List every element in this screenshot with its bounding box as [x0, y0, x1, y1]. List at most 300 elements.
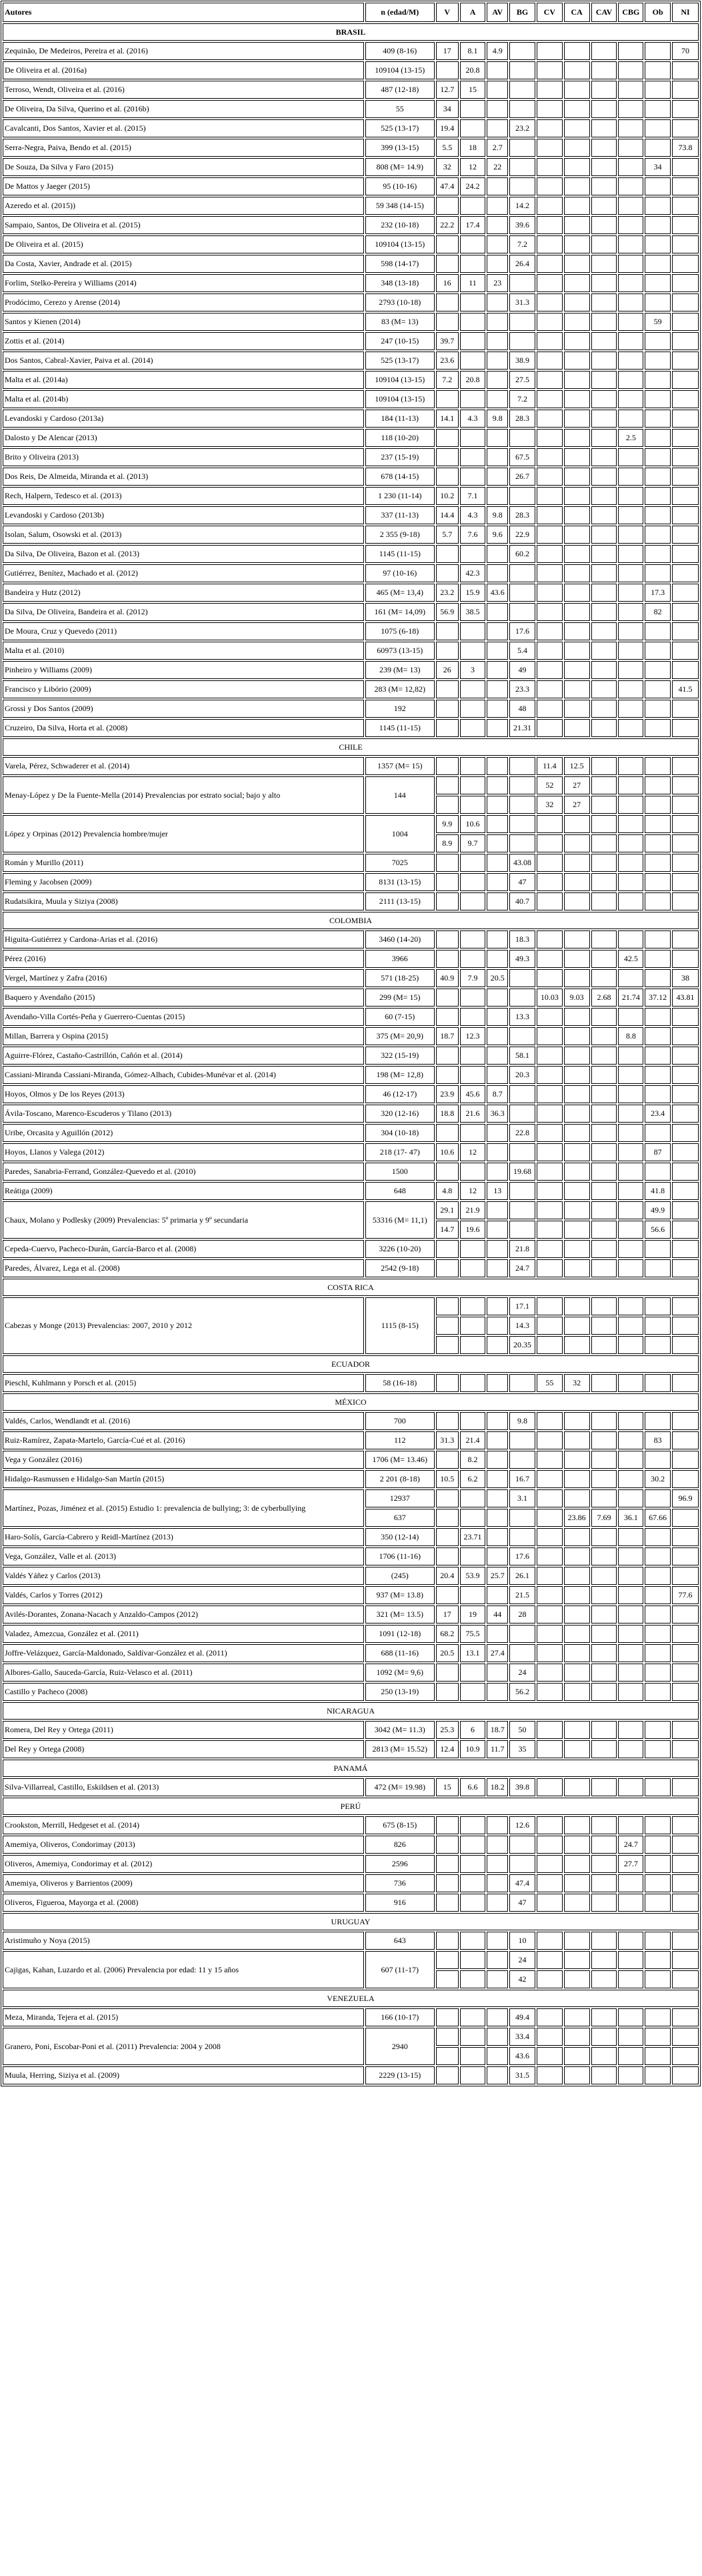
table-body	[3, 23, 699, 2084]
value-cell-cv	[537, 197, 563, 215]
prevalence-table	[1, 1, 701, 2086]
value-cell-a	[460, 1336, 486, 1354]
value-cell-a	[460, 1259, 486, 1277]
value-cell-v: 10.6	[436, 1143, 459, 1161]
value-cell-cav	[591, 2066, 617, 2084]
value-cell-cbg	[618, 526, 643, 544]
value-cell-bg: 24.7	[509, 1259, 535, 1277]
author-cell: Paredes, Sanabria-Ferrand, González-Quevedo et al. (2010)	[3, 1163, 364, 1181]
value-cell-ni	[672, 815, 699, 833]
value-cell-cbg	[618, 757, 643, 775]
value-cell-ni	[672, 776, 699, 794]
value-cell-cav	[591, 61, 617, 79]
value-cell-ni	[672, 1297, 699, 1315]
value-cell-v: 17	[436, 42, 459, 60]
value-cell-bg: 49.4	[509, 2008, 535, 2026]
value-cell-cv	[537, 487, 563, 505]
value-cell-ca	[564, 1644, 590, 1662]
value-cell-cv	[537, 506, 563, 524]
value-cell-a: 4.3	[460, 506, 486, 524]
value-cell-v: 15	[436, 1778, 459, 1796]
value-cell-cv	[537, 332, 563, 350]
value-cell-cav	[591, 332, 617, 350]
author-cell: Aguirre-Flórez, Castaño-Castrillón, Cañón et al. (2014)	[3, 1047, 364, 1065]
header-row	[3, 3, 699, 22]
value-cell-cav	[591, 119, 617, 137]
value-cell-v	[436, 930, 459, 948]
value-cell-v: 23.6	[436, 352, 459, 370]
value-cell-av	[487, 487, 508, 505]
sample-cell: 487 (12-18)	[365, 81, 435, 99]
value-cell-cbg	[618, 2008, 643, 2026]
value-cell-cav	[591, 1124, 617, 1142]
value-cell-ca: 27	[564, 776, 590, 794]
value-cell-ca	[564, 1567, 590, 1585]
value-cell-v: 4.8	[436, 1182, 459, 1200]
value-cell-cv	[537, 255, 563, 273]
sample-cell: 1145 (11-15)	[365, 719, 435, 737]
value-cell-ni: 77.6	[672, 1586, 699, 1604]
column-header-av: AV	[487, 3, 508, 22]
value-cell-cbg	[618, 1008, 643, 1026]
value-cell-ca	[564, 293, 590, 311]
author-cell: Fleming y Jacobsen (2009)	[3, 873, 364, 891]
value-cell-cav	[591, 1778, 617, 1796]
value-cell-ob	[645, 390, 671, 408]
value-cell-ca	[564, 680, 590, 698]
value-cell-ni	[672, 1066, 699, 1084]
value-cell-ni	[672, 1240, 699, 1258]
value-cell-cv	[537, 448, 563, 466]
value-cell-ca	[564, 410, 590, 428]
value-cell-cbg	[618, 1970, 643, 1988]
table-row	[3, 1874, 699, 1892]
value-cell-cav	[591, 42, 617, 60]
value-cell-cbg	[618, 642, 643, 660]
value-cell-bg	[509, 313, 535, 331]
value-cell-cv	[537, 661, 563, 679]
value-cell-cv	[537, 834, 563, 852]
value-cell-a	[460, 1163, 486, 1181]
sample-cell: 700	[365, 1412, 435, 1430]
value-cell-a	[460, 1509, 486, 1527]
value-cell-ni	[672, 1605, 699, 1624]
value-cell-av	[487, 177, 508, 195]
author-cell: Silva-Villarreal, Castillo, Eskildsen et al. (2013)	[3, 1778, 364, 1796]
value-cell-v: 20.5	[436, 1644, 459, 1662]
value-cell-cv	[537, 680, 563, 698]
value-cell-ob	[645, 487, 671, 505]
value-cell-a: 42.3	[460, 564, 486, 582]
table-row	[3, 332, 699, 350]
value-cell-a: 15	[460, 81, 486, 99]
value-cell-bg: 9.8	[509, 1412, 535, 1430]
table-row	[3, 661, 699, 679]
country-row	[3, 1702, 699, 1720]
value-cell-a	[460, 719, 486, 737]
value-cell-cav	[591, 235, 617, 253]
value-cell-a	[460, 1066, 486, 1084]
author-cell: Millan, Barrera y Ospina (2015)	[3, 1027, 364, 1045]
value-cell-v: 8.9	[436, 834, 459, 852]
sample-cell: 59 348 (14-15)	[365, 197, 435, 215]
value-cell-ca	[564, 390, 590, 408]
value-cell-cv	[537, 1066, 563, 1084]
value-cell-cv	[537, 854, 563, 872]
sample-cell: 399 (13-15)	[365, 139, 435, 157]
table-row	[3, 680, 699, 698]
value-cell-bg	[509, 1105, 535, 1123]
table-row	[3, 1951, 699, 1969]
author-cell: Chaux, Molano y Podlesky (2009) Prevalencias: 5º primaria y 9º secundaria	[3, 1201, 364, 1239]
author-cell: Serra-Negra, Paiva, Bendo et al. (2015)	[3, 139, 364, 157]
value-cell-av: 23	[487, 274, 508, 292]
value-cell-ob	[645, 1547, 671, 1565]
sample-cell: 46 (12-17)	[365, 1085, 435, 1103]
value-cell-a	[460, 2066, 486, 2084]
value-cell-ob	[645, 1951, 671, 1969]
value-cell-ni	[672, 506, 699, 524]
table-row	[3, 584, 699, 602]
value-cell-v: 17	[436, 1605, 459, 1624]
value-cell-av	[487, 930, 508, 948]
value-cell-bg	[509, 1625, 535, 1643]
table-row	[3, 1047, 699, 1065]
value-cell-bg	[509, 1182, 535, 1200]
author-cell: Malta et al. (2014a)	[3, 371, 364, 389]
value-cell-v	[436, 1259, 459, 1277]
table-row	[3, 1124, 699, 1142]
sample-cell: 675 (8-15)	[365, 1816, 435, 1834]
value-cell-cv	[537, 410, 563, 428]
author-cell: Pinheiro y Williams (2009)	[3, 661, 364, 679]
value-cell-cbg	[618, 1182, 643, 1200]
value-cell-v	[436, 1047, 459, 1065]
value-cell-cbg	[618, 564, 643, 582]
value-cell-bg	[509, 757, 535, 775]
value-cell-a: 7.6	[460, 526, 486, 544]
value-cell-a	[460, 873, 486, 891]
value-cell-v	[436, 1664, 459, 1682]
value-cell-cav	[591, 197, 617, 215]
value-cell-cbg	[618, 545, 643, 563]
author-cell: Muula, Herring, Siziya et al. (2009)	[3, 2066, 364, 2084]
value-cell-ni	[672, 1547, 699, 1565]
value-cell-cbg	[618, 1163, 643, 1181]
country-row	[3, 1279, 699, 1296]
value-cell-av	[487, 680, 508, 698]
value-cell-ob: 83	[645, 1431, 671, 1449]
value-cell-ni	[672, 1683, 699, 1701]
sample-cell: 247 (10-15)	[365, 332, 435, 350]
sample-cell: 3966	[365, 950, 435, 968]
value-cell-bg: 17.6	[509, 622, 535, 640]
value-cell-cv: 10.03	[537, 989, 563, 1007]
value-cell-av	[487, 100, 508, 118]
value-cell-cv	[537, 274, 563, 292]
value-cell-cav	[591, 274, 617, 292]
value-cell-cav	[591, 564, 617, 582]
value-cell-bg	[509, 158, 535, 176]
value-cell-ob	[645, 1855, 671, 1873]
author-cell: Baquero y Avendaño (2015)	[3, 989, 364, 1007]
value-cell-a	[460, 2028, 486, 2046]
value-cell-ni	[672, 834, 699, 852]
value-cell-a	[460, 1489, 486, 1507]
value-cell-av	[487, 61, 508, 79]
author-cell: De Oliveira et al. (2015)	[3, 235, 364, 253]
value-cell-ni	[672, 873, 699, 891]
value-cell-cbg	[618, 854, 643, 872]
value-cell-bg	[509, 1221, 535, 1239]
value-cell-bg	[509, 1528, 535, 1546]
value-cell-av	[487, 642, 508, 660]
sample-cell: 2596	[365, 1855, 435, 1873]
value-cell-av: 43.6	[487, 584, 508, 602]
value-cell-ca	[564, 969, 590, 987]
value-cell-bg: 22.9	[509, 526, 535, 544]
value-cell-ob	[645, 1124, 671, 1142]
value-cell-cbg	[618, 1951, 643, 1969]
value-cell-ob: 87	[645, 1143, 671, 1161]
value-cell-ob	[645, 1644, 671, 1662]
value-cell-ca	[564, 139, 590, 157]
value-cell-ob: 56.6	[645, 1221, 671, 1239]
value-cell-cbg	[618, 622, 643, 640]
value-cell-cav	[591, 1932, 617, 1950]
author-cell: Del Rey y Ortega (2008)	[3, 1740, 364, 1758]
value-cell-a: 9.7	[460, 834, 486, 852]
value-cell-av	[487, 873, 508, 891]
value-cell-ni	[672, 1163, 699, 1181]
value-cell-v: 14.1	[436, 410, 459, 428]
value-cell-ca	[564, 1740, 590, 1758]
sample-cell: 688 (11-16)	[365, 1644, 435, 1662]
value-cell-ni	[672, 603, 699, 621]
table-row	[3, 1201, 699, 1219]
author-cell: Avendaño-Villa Cortés-Peña y Guerrero-Cuentas (2015)	[3, 1008, 364, 1026]
value-cell-av	[487, 1317, 508, 1335]
value-cell-ca	[564, 1721, 590, 1739]
table-row	[3, 158, 699, 176]
value-cell-ca	[564, 274, 590, 292]
author-cell: Oliveros, Figueroa, Mayorga et al. (2008)	[3, 1894, 364, 1912]
value-cell-ca	[564, 1201, 590, 1219]
author-cell: Rech, Halpern, Tedesco et al. (2013)	[3, 487, 364, 505]
value-cell-a: 3	[460, 661, 486, 679]
value-cell-ni: 43.81	[672, 989, 699, 1007]
value-cell-v	[436, 680, 459, 698]
table-row	[3, 1085, 699, 1103]
sample-cell: 2111 (13-15)	[365, 892, 435, 910]
author-cell: Da Silva, De Oliveira, Bandeira et al. (2012)	[3, 603, 364, 621]
value-cell-av	[487, 1336, 508, 1354]
value-cell-cav	[591, 873, 617, 891]
value-cell-a: 21.6	[460, 1105, 486, 1123]
value-cell-ob	[645, 448, 671, 466]
value-cell-av	[487, 216, 508, 234]
value-cell-cbg	[618, 1259, 643, 1277]
table-row	[3, 930, 699, 948]
country-row	[3, 912, 699, 929]
table-row	[3, 526, 699, 544]
value-cell-av: 44	[487, 1605, 508, 1624]
value-cell-v	[436, 197, 459, 215]
column-header-bg: BG	[509, 3, 535, 22]
value-cell-ob: 17.3	[645, 584, 671, 602]
value-cell-ni	[672, 564, 699, 582]
value-cell-cbg: 27.7	[618, 1855, 643, 1873]
value-cell-a	[460, 776, 486, 794]
value-cell-cav	[591, 448, 617, 466]
value-cell-cv	[537, 1816, 563, 1834]
value-cell-ca	[564, 1297, 590, 1315]
value-cell-cbg	[618, 1143, 643, 1161]
value-cell-bg	[509, 332, 535, 350]
value-cell-ca	[564, 1317, 590, 1335]
value-cell-cbg	[618, 1470, 643, 1488]
value-cell-a: 17.4	[460, 216, 486, 234]
sample-cell: 2 355 (9-18)	[365, 526, 435, 544]
value-cell-ni	[672, 1644, 699, 1662]
value-cell-av	[487, 854, 508, 872]
table-row	[3, 1143, 699, 1161]
table-row	[3, 1836, 699, 1854]
value-cell-av	[487, 1027, 508, 1045]
value-cell-av	[487, 950, 508, 968]
value-cell-cv	[537, 1317, 563, 1335]
sample-cell: 304 (10-18)	[365, 1124, 435, 1142]
sample-cell: 648	[365, 1182, 435, 1200]
sample-cell: 60973 (13-15)	[365, 642, 435, 660]
value-cell-bg	[509, 603, 535, 621]
value-cell-cbg	[618, 2028, 643, 2046]
value-cell-v: 23.9	[436, 1085, 459, 1103]
value-cell-a	[460, 1855, 486, 1873]
value-cell-cv	[537, 1547, 563, 1565]
value-cell-cv	[537, 1874, 563, 1892]
value-cell-av: 18.7	[487, 1721, 508, 1739]
value-cell-v	[436, 1163, 459, 1181]
value-cell-cav	[591, 429, 617, 447]
value-cell-ob	[645, 1625, 671, 1643]
value-cell-cbg	[618, 776, 643, 794]
value-cell-cav	[591, 854, 617, 872]
value-cell-ni	[672, 119, 699, 137]
value-cell-v	[436, 1932, 459, 1950]
value-cell-ob	[645, 1374, 671, 1392]
value-cell-cav	[591, 1240, 617, 1258]
value-cell-ca	[564, 526, 590, 544]
value-cell-cbg	[618, 930, 643, 948]
sample-cell: 112	[365, 1431, 435, 1449]
value-cell-a: 12	[460, 158, 486, 176]
value-cell-ni	[672, 274, 699, 292]
value-cell-a	[460, 332, 486, 350]
value-cell-cav	[591, 313, 617, 331]
sample-cell: 283 (M= 12,82)	[365, 680, 435, 698]
value-cell-v	[436, 1836, 459, 1854]
value-cell-av: 13	[487, 1182, 508, 1200]
value-cell-bg: 24	[509, 1664, 535, 1682]
value-cell-ca	[564, 642, 590, 660]
value-cell-cav	[591, 1816, 617, 1834]
value-cell-bg: 17.6	[509, 1547, 535, 1565]
value-cell-v: 32	[436, 158, 459, 176]
author-cell: Avilés-Dorantes, Zonana-Nacach y Anzaldo-Campos (2012)	[3, 1605, 364, 1624]
value-cell-cv	[537, 2008, 563, 2026]
value-cell-av	[487, 1201, 508, 1219]
author-cell: Cajigas, Kahan, Luzardo et al. (2006) Prevalencia por edad: 11 y 15 años	[3, 1951, 364, 1988]
value-cell-av	[487, 1431, 508, 1449]
value-cell-cav	[591, 1047, 617, 1065]
sample-cell: 3226 (10-20)	[365, 1240, 435, 1258]
sample-cell: 2793 (10-18)	[365, 293, 435, 311]
value-cell-bg	[509, 989, 535, 1007]
value-cell-ob	[645, 2028, 671, 2046]
value-cell-cav	[591, 2008, 617, 2026]
value-cell-ob	[645, 1066, 671, 1084]
value-cell-v	[436, 1451, 459, 1469]
author-cell: Brito y Oliveira (2013)	[3, 448, 364, 466]
sample-cell: 678 (14-15)	[365, 468, 435, 486]
value-cell-cav	[591, 757, 617, 775]
value-cell-v: 26	[436, 661, 459, 679]
value-cell-bg: 5.4	[509, 642, 535, 660]
value-cell-a: 18	[460, 139, 486, 157]
value-cell-ca	[564, 873, 590, 891]
value-cell-v: 10.2	[436, 487, 459, 505]
table-row	[3, 969, 699, 987]
table-row	[3, 854, 699, 872]
value-cell-ni	[672, 332, 699, 350]
value-cell-a	[460, 2047, 486, 2065]
value-cell-ob	[645, 1027, 671, 1045]
value-cell-av	[487, 1470, 508, 1488]
value-cell-ob	[645, 622, 671, 640]
value-cell-ca: 12.5	[564, 757, 590, 775]
value-cell-ni	[672, 255, 699, 273]
value-cell-cbg	[618, 1625, 643, 1643]
value-cell-cv	[537, 1836, 563, 1854]
author-cell: Amemiya, Oliveros y Barrientos (2009)	[3, 1874, 364, 1892]
value-cell-v	[436, 448, 459, 466]
value-cell-cav	[591, 2047, 617, 2065]
value-cell-bg: 14.2	[509, 197, 535, 215]
value-cell-cv	[537, 642, 563, 660]
value-cell-ca	[564, 950, 590, 968]
value-cell-cbg	[618, 1085, 643, 1103]
value-cell-ni	[672, 158, 699, 176]
value-cell-cbg	[618, 197, 643, 215]
value-cell-ni	[672, 700, 699, 718]
value-cell-cv	[537, 1683, 563, 1701]
value-cell-ob	[645, 468, 671, 486]
sample-cell: 3460 (14-20)	[365, 930, 435, 948]
table-row	[3, 1894, 699, 1912]
value-cell-ca	[564, 1008, 590, 1026]
value-cell-v: 47.4	[436, 177, 459, 195]
value-cell-a	[460, 700, 486, 718]
value-cell-cbg	[618, 1297, 643, 1315]
table-row	[3, 119, 699, 137]
value-cell-ob: 30.2	[645, 1470, 671, 1488]
value-cell-v: 16	[436, 274, 459, 292]
sample-cell: 1706 (11-16)	[365, 1547, 435, 1565]
sample-cell: 232 (10-18)	[365, 216, 435, 234]
sample-cell: 95 (10-16)	[365, 177, 435, 195]
value-cell-bg: 13.3	[509, 1008, 535, 1026]
